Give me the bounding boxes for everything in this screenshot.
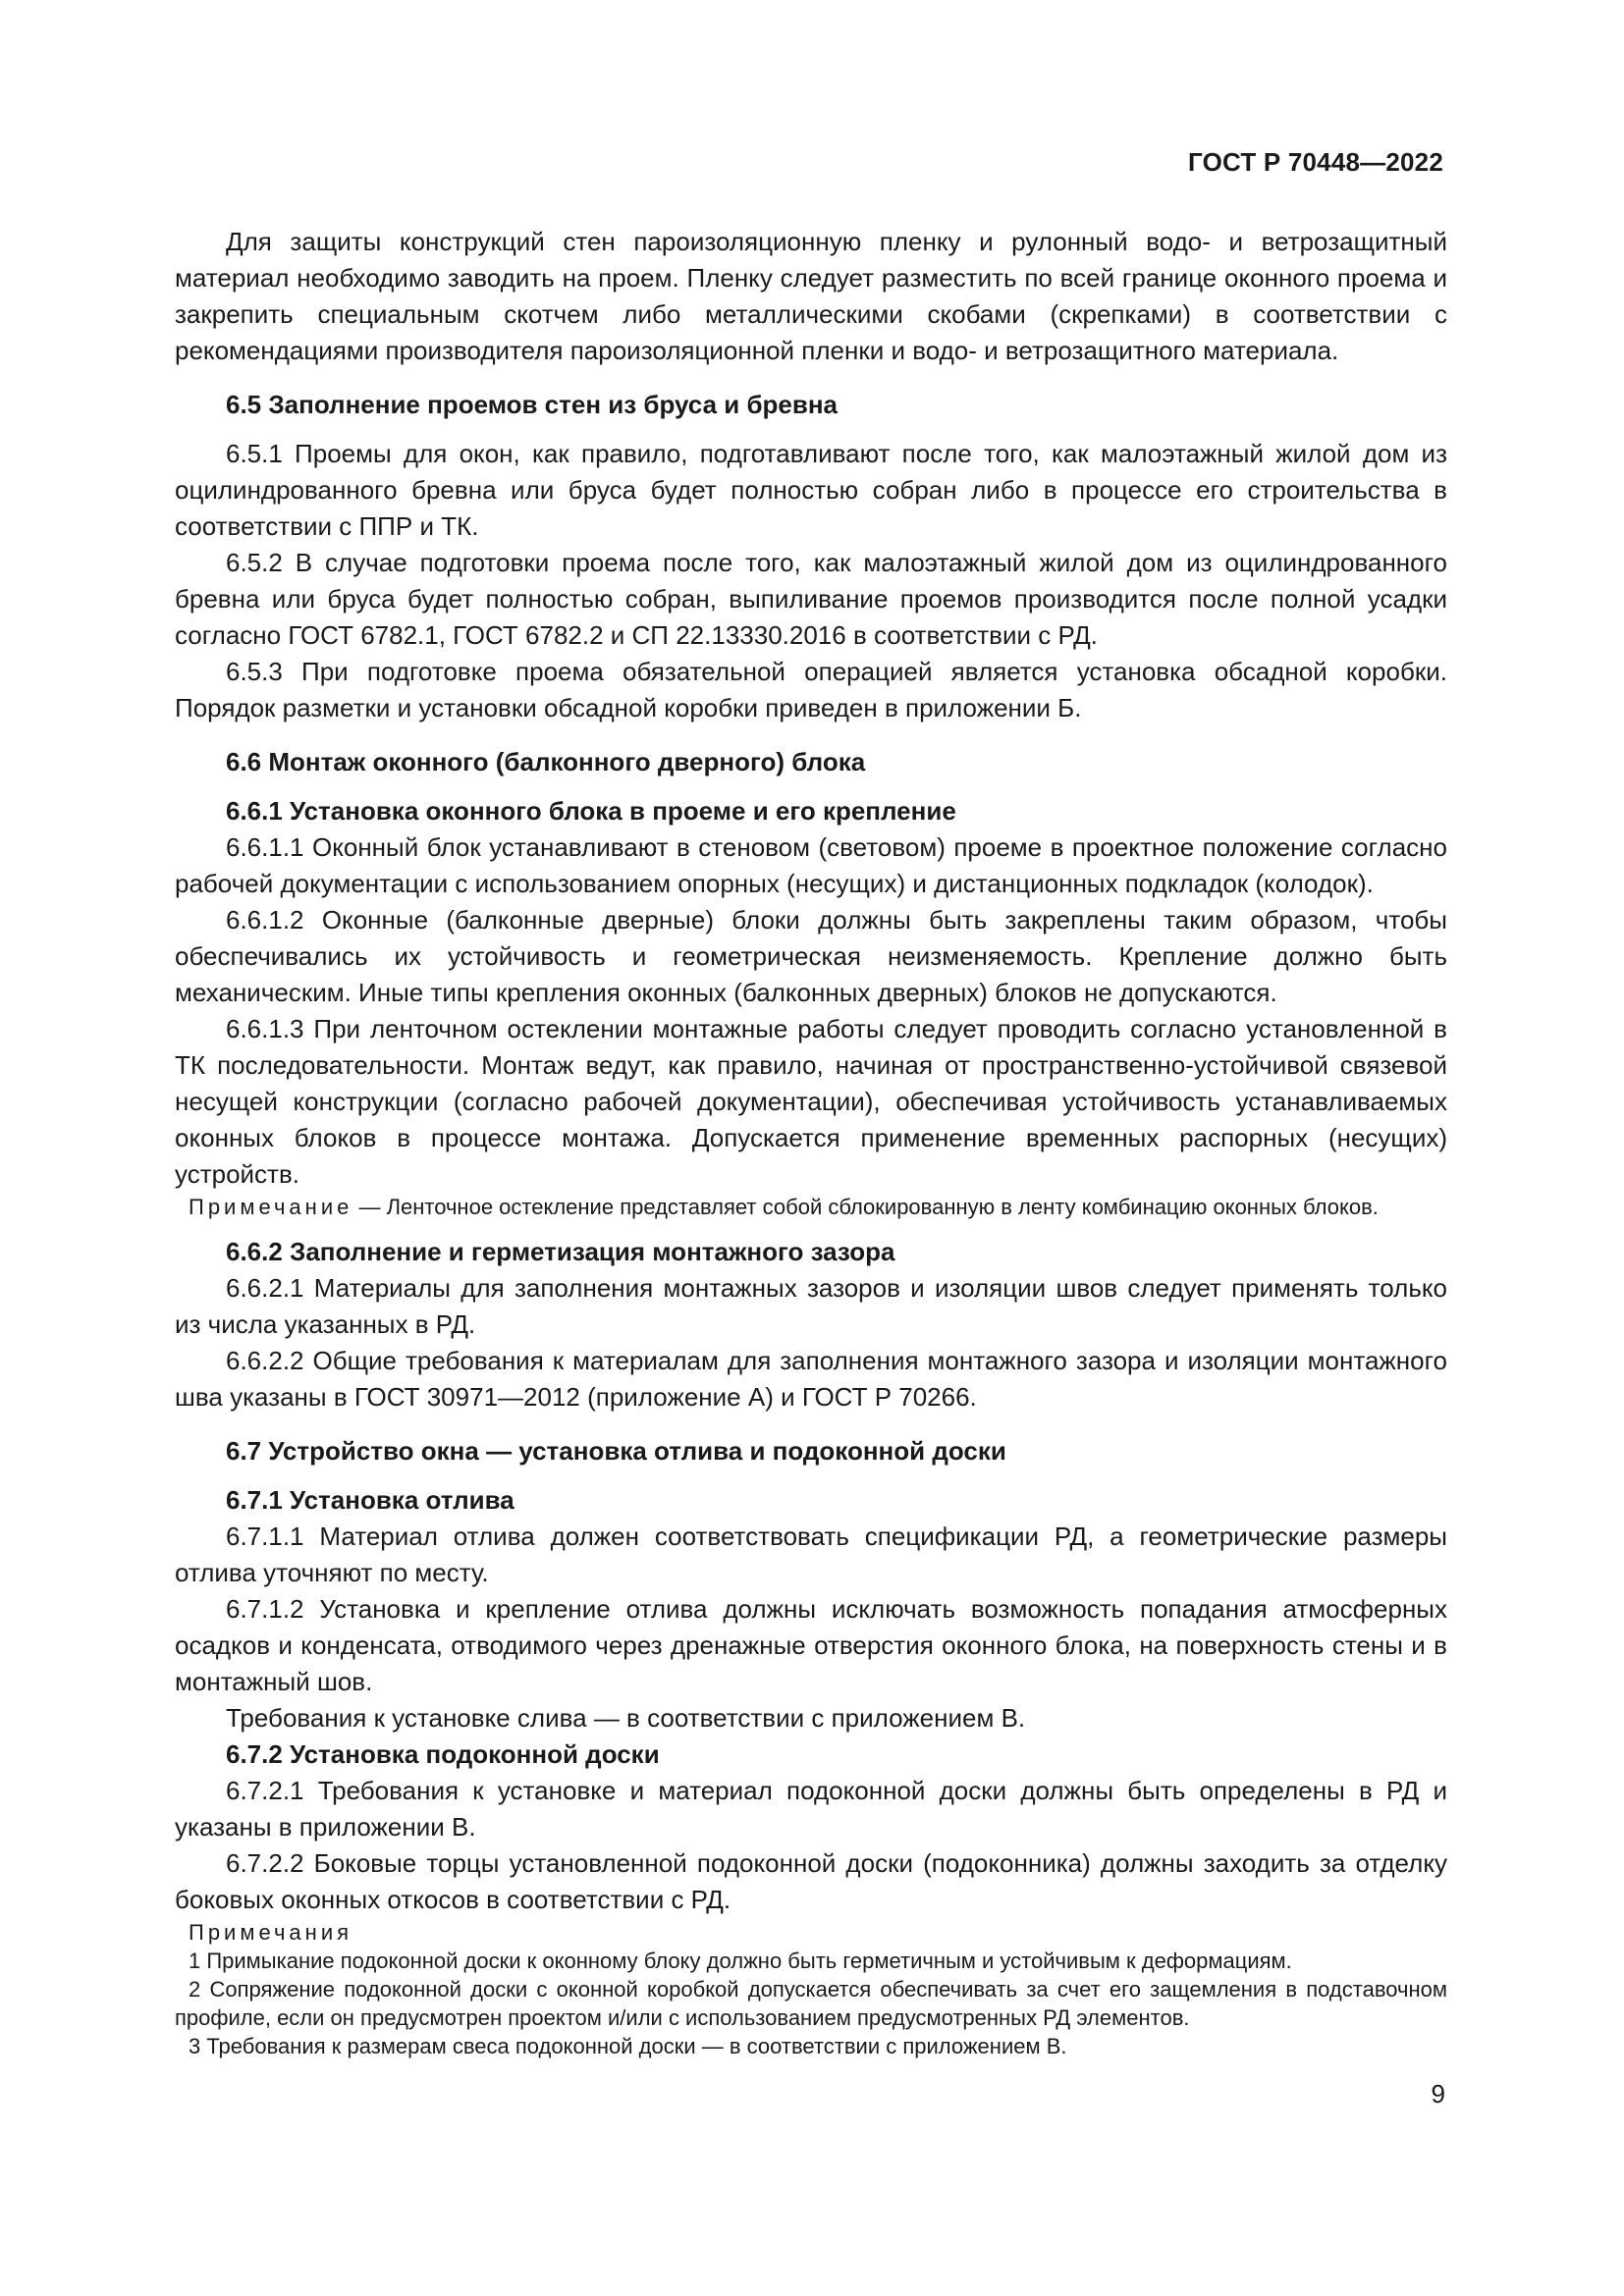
section-heading-6-5: 6.5 Заполнение проемов стен из бруса и бревна xyxy=(226,390,839,419)
paragraph-6-7-1-1: 6.7.1.1 Материал отлива должен соответствовать спецификации РД, а геометрические размеры отлива уточняют по месту. xyxy=(175,1522,1447,1587)
paragraph-6-6-1-2: 6.6.1.2 Оконные (балконные дверные) блоки должны быть закреплены таким образом, чтобы обеспечивались их устойчивость и геометрическая неизменяемость. Крепление должно быть механическим. Иные типы крепления оконных (балконных дверных) блоков не допускаются. xyxy=(175,905,1447,1007)
subsection-heading-6-6-1: 6.6.1 Установка оконного блока в проеме и его крепление xyxy=(226,796,956,826)
paragraph-6-6-1-3: 6.6.1.3 При ленточном остеклении монтажные работы следует проводить согласно установленной в ТК последовательности. Монтаж ведут, как правило, начиная от пространственно-устойчивой связевой несущей конструкции (согласно рабочей документации), обеспечивая устойчивость устанавливаемых оконных блоков в процессе монтажа. Допускается применение временных распорных (несущих) устройств. xyxy=(175,1014,1447,1189)
note-item-3: 3 Требования к размерам свеса подоконной доски — в соответствии с приложением В. xyxy=(189,2034,1067,2058)
paragraph-6-5-1: 6.5.1 Проемы для окон, как правило, подготавливают после того, как малоэтажный жилой дом из оцилиндрованного бревна или бруса будет полностью собран либо в процессе его строительства в соответствии с ППР и ТК. xyxy=(175,439,1447,541)
subsection-heading-6-6-2: 6.6.2 Заполнение и герметизация монтажного зазора xyxy=(226,1237,895,1266)
paragraph-6-6-1-1: 6.6.1.1 Оконный блок устанавливают в стеновом (световом) проеме в проектное положение согласно рабочей документации с использованием опорных (несущих) и дистанционных подкладок (колодок). xyxy=(175,832,1447,898)
intro-paragraph: Для защиты конструкций стен пароизоляционную пленку и рулонный водо- и ветрозащитный материал необходимо заводить на проем. Пленку следует разместить по всей границе оконного проема и закрепить специальным скотчем либо металлическими скобами (скрепками) в соответствии с рекомендациями производителя пароизоляционной пленки и водо- и ветрозащитного материала. xyxy=(175,227,1447,365)
section-heading-6-7: 6.7 Устройство окна — установка отлива и подоконной доски xyxy=(226,1436,1006,1466)
note-label: Примечание xyxy=(189,1195,353,1219)
note-item-2: 2 Сопряжение подоконной доски с оконной коробкой допускается обеспечивать за счет его защемления в подставочном профиле, если он предусмотрен проектом и/или с использованием предусмотренных РД элементов. xyxy=(175,1977,1447,2030)
paragraph-6-6-2-2: 6.6.2.2 Общие требования к материалам для заполнения монтажного зазора и изоляции монтажного шва указаны в ГОСТ 30971—2012 (приложение А) и ГОСТ Р 70266. xyxy=(175,1346,1447,1412)
subsection-heading-6-7-2: 6.7.2 Установка подоконной доски xyxy=(226,1739,660,1769)
paragraph-6-7-2-1: 6.7.2.1 Требования к установке и материал подоконной доски должны быть определены в РД и указаны в приложении В. xyxy=(175,1776,1447,1842)
paragraph-6-7-2-2: 6.7.2.2 Боковые торцы установленной подоконной доски (подоконника) должны заходить за отделку боковых оконных откосов в соответствии с РД. xyxy=(175,1848,1447,1914)
page-body xyxy=(175,224,1447,2060)
document-header: ГОСТ Р 70448—2022 xyxy=(1188,147,1443,177)
paragraph-6-6-2-1: 6.6.2.1 Материалы для заполнения монтажных зазоров и изоляции швов следует применять только из числа указанных в РД. xyxy=(175,1273,1447,1339)
note-text: — Ленточное остекление представляет собой сблокированную в ленту комбинацию оконных блоков. xyxy=(352,1195,1379,1219)
subsection-heading-6-7-1: 6.7.1 Установка отлива xyxy=(226,1485,514,1515)
paragraph-6-5-2: 6.5.2 В случае подготовки проема после того, как малоэтажный жилой дом из оцилиндрованного бревна или бруса будет полностью собран, выпиливание проемов производится после полной усадки согласно ГОСТ 6782.1, ГОСТ 6782.2 и СП 22.13330.2016 в соответствии с РД. xyxy=(175,548,1447,650)
paragraph-6-5-3: 6.5.3 При подготовке проема обязательной операцией является установка обсадной коробки. Порядок разметки и установки обсадной коробки приведен в приложении Б. xyxy=(175,657,1447,722)
note-item-1: 1 Примыкание подоконной доски к оконному блоку должно быть герметичным и устойчивым к деформациям. xyxy=(189,1949,1292,1973)
paragraph-6-7-1-2: 6.7.1.2 Установка и крепление отлива должны исключать возможность попадания атмосферных осадков и конденсата, отводимого через дренажные отверстия оконного блока, на поверхность стены и в монтажный шов. xyxy=(175,1594,1447,1696)
paragraph-drip-requirements: Требования к установке слива — в соответствии с приложением В. xyxy=(226,1703,1026,1733)
note-ribbon-glazing xyxy=(175,1193,1447,1221)
page-number: 9 xyxy=(1431,2079,1445,2109)
section-heading-6-6: 6.6 Монтаж оконного (балконного дверного) блока xyxy=(226,747,866,776)
notes-heading: Примечания xyxy=(189,1920,353,1945)
